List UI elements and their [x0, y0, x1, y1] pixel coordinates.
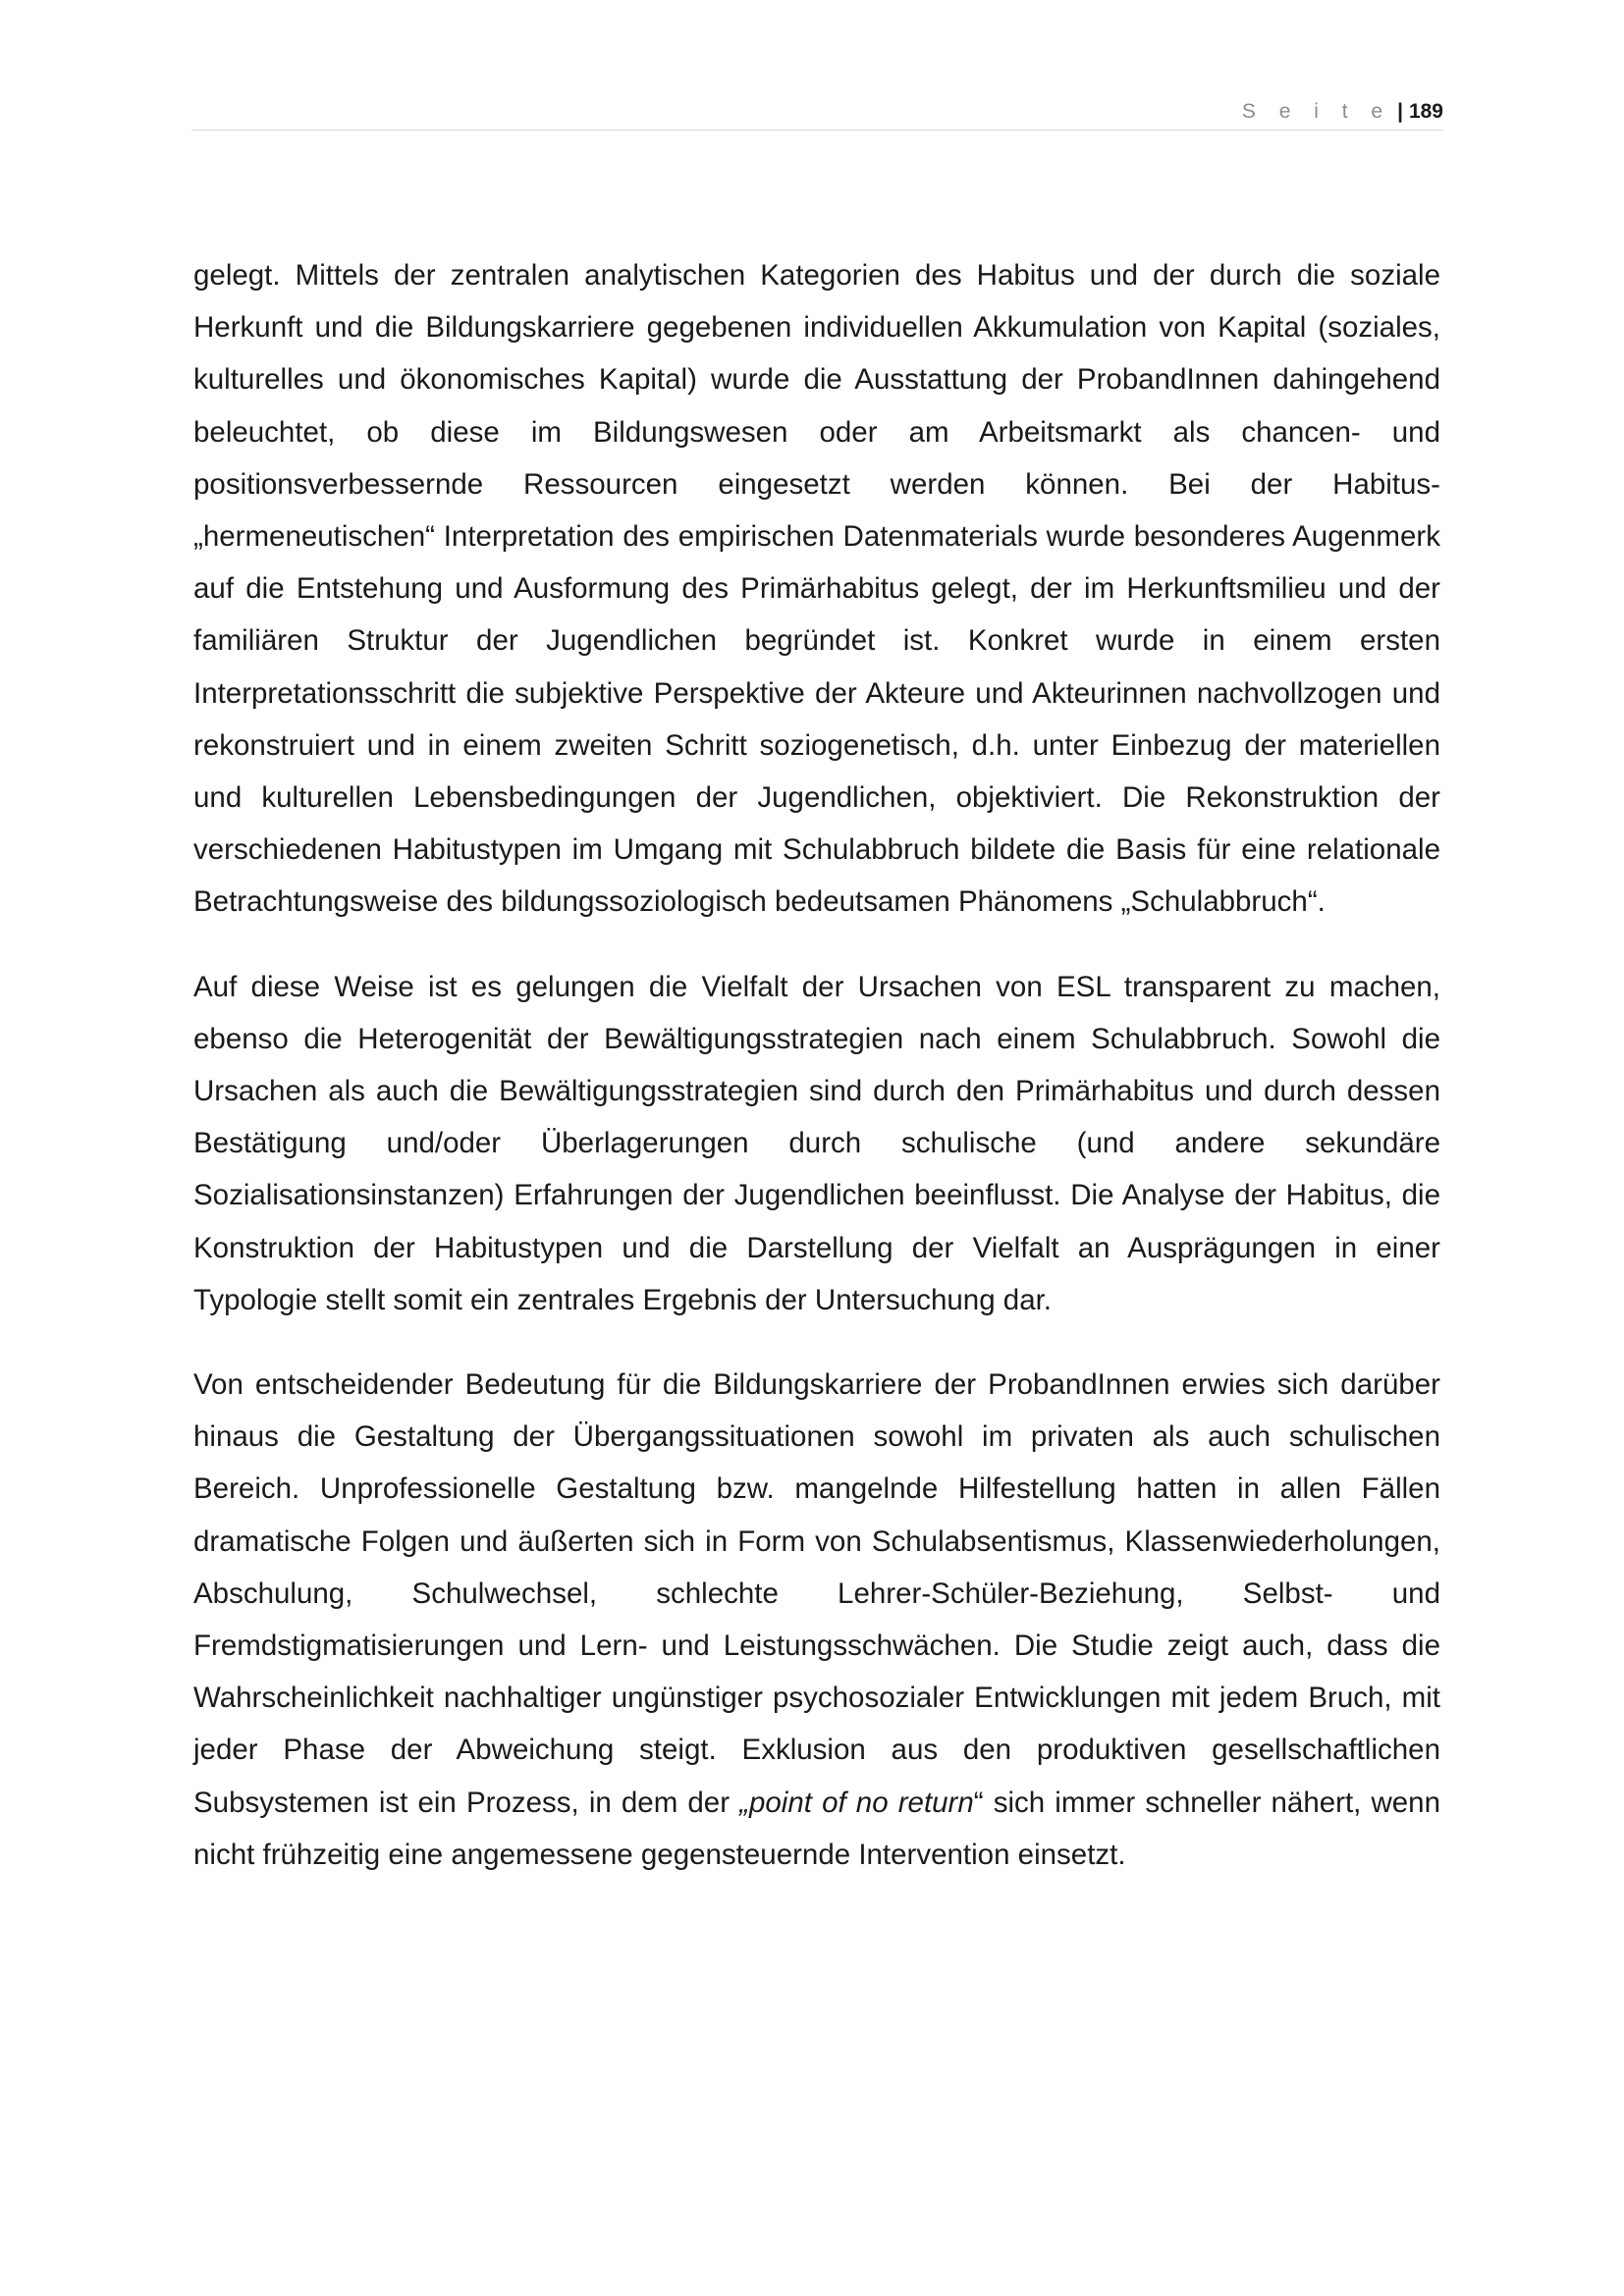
- page-header: [191, 94, 1443, 131]
- page-separator: |: [1397, 100, 1403, 123]
- paragraph-3: [193, 1359, 1440, 1881]
- paragraph-2: Auf diese Weise ist es gelungen die Vielfalt der Ursachen von ESL transparent zu machen, ebenso die Heterogenität der Bewältigungsstrategien nach einem Schulabbruch. Sowohl die Ursachen als auch die Bewältigungsstrategien sind durch den Primärhabitus und durch dessen Bestätigung und/oder Überlagerungen durch schulische (und andere sekundäre Sozialisationsinstanzen) Erfahrungen der Jugendlichen beeinflusst. Die Analyse der Habitus, die Konstruktion der Habitustypen und die Darstellung der Vielfalt an Ausprägungen in einer Typologie stellt somit ein zentrales Ergebnis der Untersuchung dar.: [193, 970, 1440, 1316]
- document-body: [193, 249, 1440, 1913]
- page-number-block: [1242, 100, 1443, 124]
- paragraph-3-text-start: Von entscheidender Bedeutung für die Bildungskarriere der ProbandInnen erwies sich darüber hinaus die Gestaltung der Übergangssituationen sowohl im privaten als auch schulischen Bereich. Unprofessionelle Gestaltung bzw. mangelnde Hilfestellung hatten in allen Fällen dramatische Folgen und äußerten sich in Form von Schulabsentismus, Klassenwiederholungen, Abschulung, Schulwechsel, schlechte Lehrer-Schüler-Beziehung, Selbst- und Fremdstigmatisierungen und Lern- und Leistungsschwächen. Die Studie zeigt auch, dass die Wahrscheinlichkeit nachhaltiger ungünstiger psychosozialer Entwicklungen mit jedem Bruch, mit jeder Phase der Abweichung steigt. Exklusion aus den produktiven gesellschaftlichen Subsystemen ist ein Prozess, in dem der: [193, 1368, 1440, 1819]
- paragraph-3-italic-phrase: „point of no return: [739, 1786, 974, 1819]
- page-label: S e i t e: [1241, 100, 1392, 123]
- page-number: 189: [1408, 100, 1443, 123]
- paragraph-1: gelegt. Mittels der zentralen analytischen Kategorien des Habitus und der durch die soziale Herkunft und die Bildungskarriere gegebenen individuellen Akkumulation von Kapital (soziales, kulturelles und ökonomisches Kapital) wurde die Ausstattung der ProbandInnen dahingehend beleuchtet, ob diese im Bildungswesen oder am Arbeitsmarkt als chancen- und positionsverbessernde Ressourcen eingesetzt werden können. Bei der Habitus-„hermeneutischen“ Interpretation des empirischen Datenmaterials wurde besonderes Augenmerk auf die Entstehung und Ausformung des Primärhabitus gelegt, der im Herkunftsmilieu und der familiären Struktur der Jugendlichen begründet ist. Konkret wurde in einem ersten Interpretationsschritt die subjektive Perspektive der Akteure und Akteurinnen nachvollzogen und rekonstruiert und in einem zweiten Schritt soziogenetisch, d.h. unter Einbezug der materiellen und kulturellen Lebensbedingungen der Jugendlichen, objektiviert. Die Rekonstruktion der verschiedenen Habitustypen im Umgang mit Schulabbruch bildete die Basis für eine relationale Betrachtungsweise des bildungssoziologisch bedeutsamen Phänomens „Schulabbruch“.: [193, 259, 1440, 919]
- paragraph-3-text-end: “ sich immer schneller nähert, wenn nicht frühzeitig eine angemessene gegensteuernde Intervention einsetzt.: [193, 1786, 1440, 1871]
